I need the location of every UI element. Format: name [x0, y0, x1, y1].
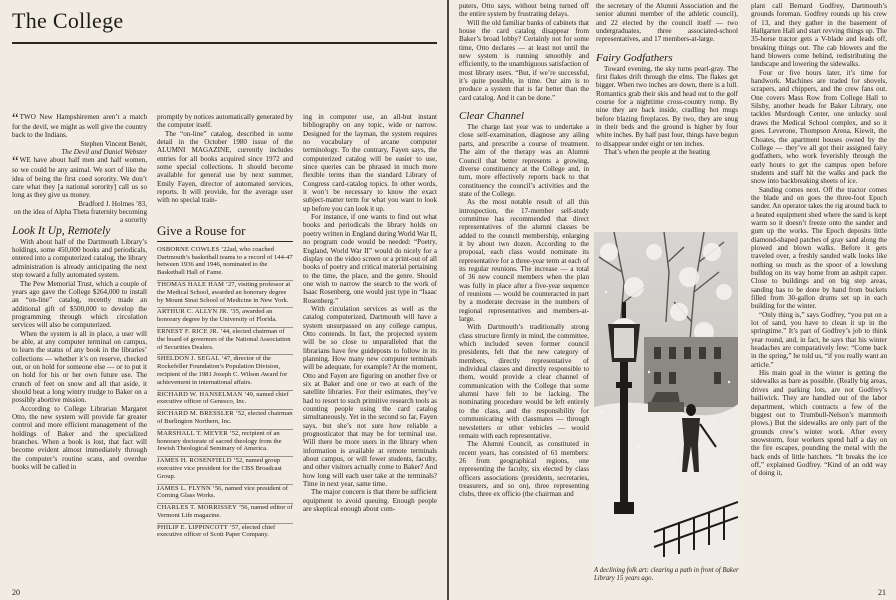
honor-item: RICHARD M. BRESSLER ’52, elected chairman of Burlington Northern, Inc. — [157, 410, 293, 430]
rouse-rule — [157, 241, 293, 242]
left-column-1 — [12, 113, 147, 471]
right-column-3 — [751, 2, 887, 478]
right-column-1 — [459, 2, 589, 499]
clear-channel-paragraph: The charge last year was to undertake a close self-examination, diagnose any ailing parts, and prescribe a course of treatment. The aim of the therapy was an Alumni Council that better represents a growing, diverse constituency at the College and, in turn, more effectively reports back to that constituency the council’s activities and the state of the College. — [459, 123, 589, 198]
fairy-paragraph: Toward evening, the sky turns pearl-gray. The first flakes drift through the elms. The flakes get bigger. When two inches are down, there is a lull. Romantics grab their skis and head out to the golf course for a nighttime cross-country romp. By nine they are back inside, cradling hot mugs before blazing fireplaces. By two, they are snug in their beds and the ground is higher by four white inches. By half past four, things have begun to disappear under eight or ten inches. — [596, 64, 738, 148]
clear-channel-paragraph: As the most notable result of all this introspection, the 17-member self-study committee has recommended that direct representatives of the alumni classes be added to the council membership, enlarging it by about two dozen. According to the proposal, each class would nominate its representative for a three-year term at each of its regular reunions. The increase — a total of 36 new council members when the plan was fully in place after a five-year sequence of reunions — would be counteracted in part by a moderate decrease in the numbers of regional representatives and members-at-large. — [459, 198, 589, 324]
title-rule — [12, 42, 437, 44]
honor-item: JAMES H. ROSENFIELD ’52, named group executive vice president for the CBS Broadcast Group. — [157, 457, 293, 484]
look-paragraph: For instance, if one wants to find out what books and periodicals the library holds on poetry written in England during World War II, no program code would be needed: “Poetry, England, World War II” would do nicely for a display on the video screen or a print-out of all books of poetry and critical material pertaining to the time, the place, and the genre. Should one wish to narrow the search to the work of Isaac Rosenberg, one would just type in “Isaac Rosenberg.” — [303, 213, 437, 305]
left-column-3 — [303, 113, 437, 514]
honors-list — [157, 246, 293, 543]
clear-channel-paragraph: The Alumni Council, as constituted in recent years, has consisted of 61 members: 26 from geographical regions, one representing the faculty, six elected by class officers associations (presidents, secretaries, treasurers, and so on), three representing clubs, three ex officio (the chairman and — [459, 440, 589, 499]
clear-channel-heading: Clear Channel — [459, 110, 525, 123]
snow-scene-illustration — [594, 232, 738, 565]
library-paragraph: Will the old familiar banks of cabinets that house the card catalog disappear from Baker’s broad lobby? Certainly not for some time, Otto declares — at least not until the new system is running smoothly and efficiently, to the unambiguous satisfaction of most library users. “But, if we’re successful, it’s quite possible, in time. Our aim is to produce a system that is far better than the card catalog. And it can be done.” — [459, 18, 589, 102]
right-column-2 — [596, 2, 738, 157]
epigraph-1: “TWO New Hampshiremen aren’t a match for the devil, we might as well give the country back to the Indians. — [12, 111, 147, 140]
look-paragraph: The “on-line” catalog, described in some detail in the October 1980 issue of the ALUMNI MAGAZINE, currently includes entries for all books acquired since 1972 and some special collections. It should become available for general use by next summer, Emily Fayen, director of automated services, reports. It will provide, for the average user with no special train- — [157, 129, 293, 205]
honor-item: MARSHALL T. MEYER ’52, recipient of an honorary doctorate of sacred theology from the Jewish Theological Seminary of America. — [157, 430, 293, 457]
epigraph-2-attribution: Bradford J. Holmes ’83, on the idea of Alpha Theta fraternity becoming a sorority — [13, 199, 147, 225]
quote-mark: “ — [12, 154, 19, 171]
right-page — [449, 0, 896, 600]
look-it-up-heading: Look It Up, Remotely — [12, 224, 111, 237]
left-page — [0, 0, 447, 600]
clear-channel-paragraph: the secretary of the Alumni Association and the senior alumni member of the athletic council), and 22 elected by the council itself — two undergraduates, three associated-school representatives, and 17 members-at-large. — [596, 2, 738, 44]
fairy-paragraph: Four or five hours later, it’s time for handwork. Machines are traded for shovels, scrapers, and chippers, and the crew fans out. One covers Mass Row from College Hall to Silsby, another heads for Baker Library, one tackles Murdough Center, one unlucky soul draws the Medical School complex, and so it goes. Leverone, Thompson Arena, Kiewit, the Choates, the apartment houses owned by the College — they’ve all got their assigned fairy godfathers, who work feverishly through the early hours to get the campus open before students and staff hit the walks and pack the snow into backbreaking sheets of ice. — [751, 68, 887, 186]
look-paragraph: The major concern is that there be sufficient equipment to avoid queuing. Enough people are skeptical enough about com- — [303, 488, 437, 514]
fairy-paragraph: “Only thing is,” says Godfrey, “you put on a lot of sand, you have to clean it up in the springtime.” It’s part of Godfrey’s job to think year round, and, in fact, he says that his winter headaches are comparatively few: “Come back in the spring,” he told us, “if you really want an article.” — [751, 310, 887, 369]
honor-item: ERNEST F. RICE JR. ’44, elected chairman of the board of governors of the National Association of Securities Dealers. — [157, 328, 293, 355]
honor-item: OSBORNE COWLES ’22ad, who coached Dartmouth’s basketball teams to a record of 144-47 between 1936 and 1946, nominated to the Basketball Hall of Fame. — [157, 246, 293, 281]
quote-mark: “ — [12, 111, 19, 127]
look-paragraph: When the system is all in place, a user will be able, at any computer terminal on campus, to learn the status of any book in the libraries’ collections — whether it’s on reserve, checked out, or on hold for someone else — or to put it on hold for his or her own future use. The crunch of feet on snow and all that aside, it should beat a long wintry trudge to Baker on a possibly abortive mission. — [12, 329, 147, 405]
look-paragraph: With circulation services as well as the catalog computerized, Dartmouth will have a system unsurpassed on any college campus, Otto contends. In fact, the projected system will be so close to unparalleled that the librarians have few guideposts to follow in its planning. How many new computer terminals will be adequate, for example? At the moment, Otto and Fayen are figuring on another five or six at Baker and one or two at each of the satellite libraries. For their estimates, they’ve had to resort to such primitive research tools as counting people using the card catalog simultaneously. Yet in the second so far, Fayen says, but she’s not sure how reliable a prognosticator that may be for terminal use. Will there be more users in the library when information is available at remote terminals about campus, or will fewer students, faculty, and other visitors actually come to Baker? And how long will each user take at the terminals? Time in next year, same time. — [303, 304, 437, 489]
section-title: The College — [12, 8, 124, 33]
clear-channel-paragraph: With Dartmouth’s traditionally strong class structure firmly in mind, the committee, which included seven former council presidents, felt that the new category of members, directly representative of individual classes and directly responsible to them, would provide a clear channel of communication with the College that some alumni have felt to be lacking. The nominating procedure would be left entirely to the class, and the responsibility for communicating with classmates — through newsletters or other vehicles — would remain with each representative. — [459, 323, 589, 440]
epigraph-2: “WE have about half men and half women, so we could be any animal. We sort of like the idea of being the first coed sorority. We don’t care what they [a national sorority] call us so long as they give us money. — [12, 154, 147, 200]
photo-caption: A declining folk art: clearing a path in front of Baker Library 15 years ago. — [594, 567, 739, 582]
snow-photo — [594, 232, 738, 565]
honor-item: ARTHUR C. ALLYN JR. ’35, awarded an honorary degree by the University of Florida. — [157, 308, 293, 328]
fairy-paragraph: Sanding comes next. Off the tractor comes the blade and on goes the three-foot Epoch sander. An operator takes the rig around back to a heated equipment shed where the sand is kept warm so it doesn’t freeze onto the sander and gum up the works. The Epoch deposits little diamond-shaped patches of gray sand along the plowed and blown walks. Before it gets traveled over, a freshly sanded walk looks like nothing so much as the spoor of a lowslung bulldog on its way home from an ashpit caper. Close to buildings and on big step areas, sanding has to be done by hand from buckets filled from 30-gallon drums set up in each building for the winter. — [751, 185, 887, 311]
give-a-rouse-heading: Give a Rouse for — [157, 222, 246, 238]
look-paragraph: promptly by notices automatically generated by the computer itself. — [157, 113, 293, 130]
library-paragraph: puters, Otto says, without being turned off the entire system by frustrating delays. — [459, 2, 589, 19]
epigraph-1-attribution: Stephen Vincent Benét, The Devil and Daniel Webster — [61, 139, 147, 157]
look-paragraph: According to College Librarian Margaret Otto, the new system will provide far greater control and more efficient management of the holdings of Baker and the specialized branches. When a book is lost, that fact will become evident almost immediately through the computer’s routine scans, and overdue books will be called in — [12, 404, 147, 472]
honor-item: CHARLES T. MORRISSEY ’56, named editor of Vermont Life magazine. — [157, 504, 293, 524]
honor-item: THOMAS HALE HAM ’27, visiting professor at the Medical School, awarded an honorary degree by Mount Sinai School of Medicine in New York. — [157, 281, 293, 308]
fairy-paragraph: plant call Bernard Godfrey, Dartmouth’s grounds foreman. Godfrey rounds up his crew of 13, and they gather in the basement of Hallgarten Hall and start revving things up. The 35-horse tractor gets a V-blade and leads off, breaking things out. The cab blowers and the hand blowers come behind, redistributing the landscape and lowering the sidewalks. — [751, 2, 887, 69]
left-column-2 — [157, 113, 293, 542]
honor-item: SHELDON J. SEGAL ’47, director of the Rockefeller Foundation’s Population Division, recipient of the 1981 Joseph C. Wilson Award for achievement in international affairs. — [157, 355, 293, 390]
page-number-left: 20 — [12, 588, 20, 597]
look-paragraph: ing in computer use, an all-but instant bibliography on any topic, wide or narrow. Designed for the layman, the system requires no vocabulary of arcane computer terminology. To the contrary, Fayen says, the computerized catalog will be easier to use, since queries can be phrased in much more flexible terms than the standard Library of Congress card-catalog topics. In other words, it won’t be necessary to know the exact subject-matter term for what you want to look up before you can look it up. — [303, 113, 437, 213]
look-paragraph: The Pew Memorial Trust, which a couple of years ago gave the College $264,000 to install an “on-line” catalog, recently made an additional gift of $500,000 to develop the programming through which circulation services will also be computerized. — [12, 279, 147, 330]
honor-item: PHILIP E. LIPPINCOTT ’57, elected chief executive officer of Scott Paper Company. — [157, 523, 276, 539]
honor-item: JAMES L. FLYNN ’56, named vice president of Corning Glass Works. — [157, 485, 293, 505]
page-number-right: 21 — [878, 588, 886, 597]
look-paragraph: With about half of the Dartmouth Library’s holdings, some 450,000 books and periodicals, entered into a computerized catalog, the library administration is already anticipating the next step toward a fully automated system. — [12, 237, 147, 280]
fairy-godfathers-heading: Fairy Godfathers — [596, 51, 673, 64]
honor-item: RICHARD W. HANSELMAN ’49, named chief executive officer of Genesco, Inc. — [157, 391, 293, 411]
fairy-paragraph: That’s when the people at the heating — [604, 148, 710, 157]
fairy-paragraph: His main goal in the winter is getting the sidewalks as bare as possible. (Really big areas, drives and parking lots, are not Godfrey’s bailiwick. They are handled out of the labor department, which contracts a few of the biggest out to Trumbull-Nelson’s mammoth plows.) But the sidewalks are only part of the grounds crew’s winter work. After every snowstorm, four workers spend half a day on the fire escapes, pounding the metal with the back ends of little hatchets. “It breaks the ice off,” explained Godfrey. “Kind of an odd way of doing it, — [751, 369, 887, 478]
